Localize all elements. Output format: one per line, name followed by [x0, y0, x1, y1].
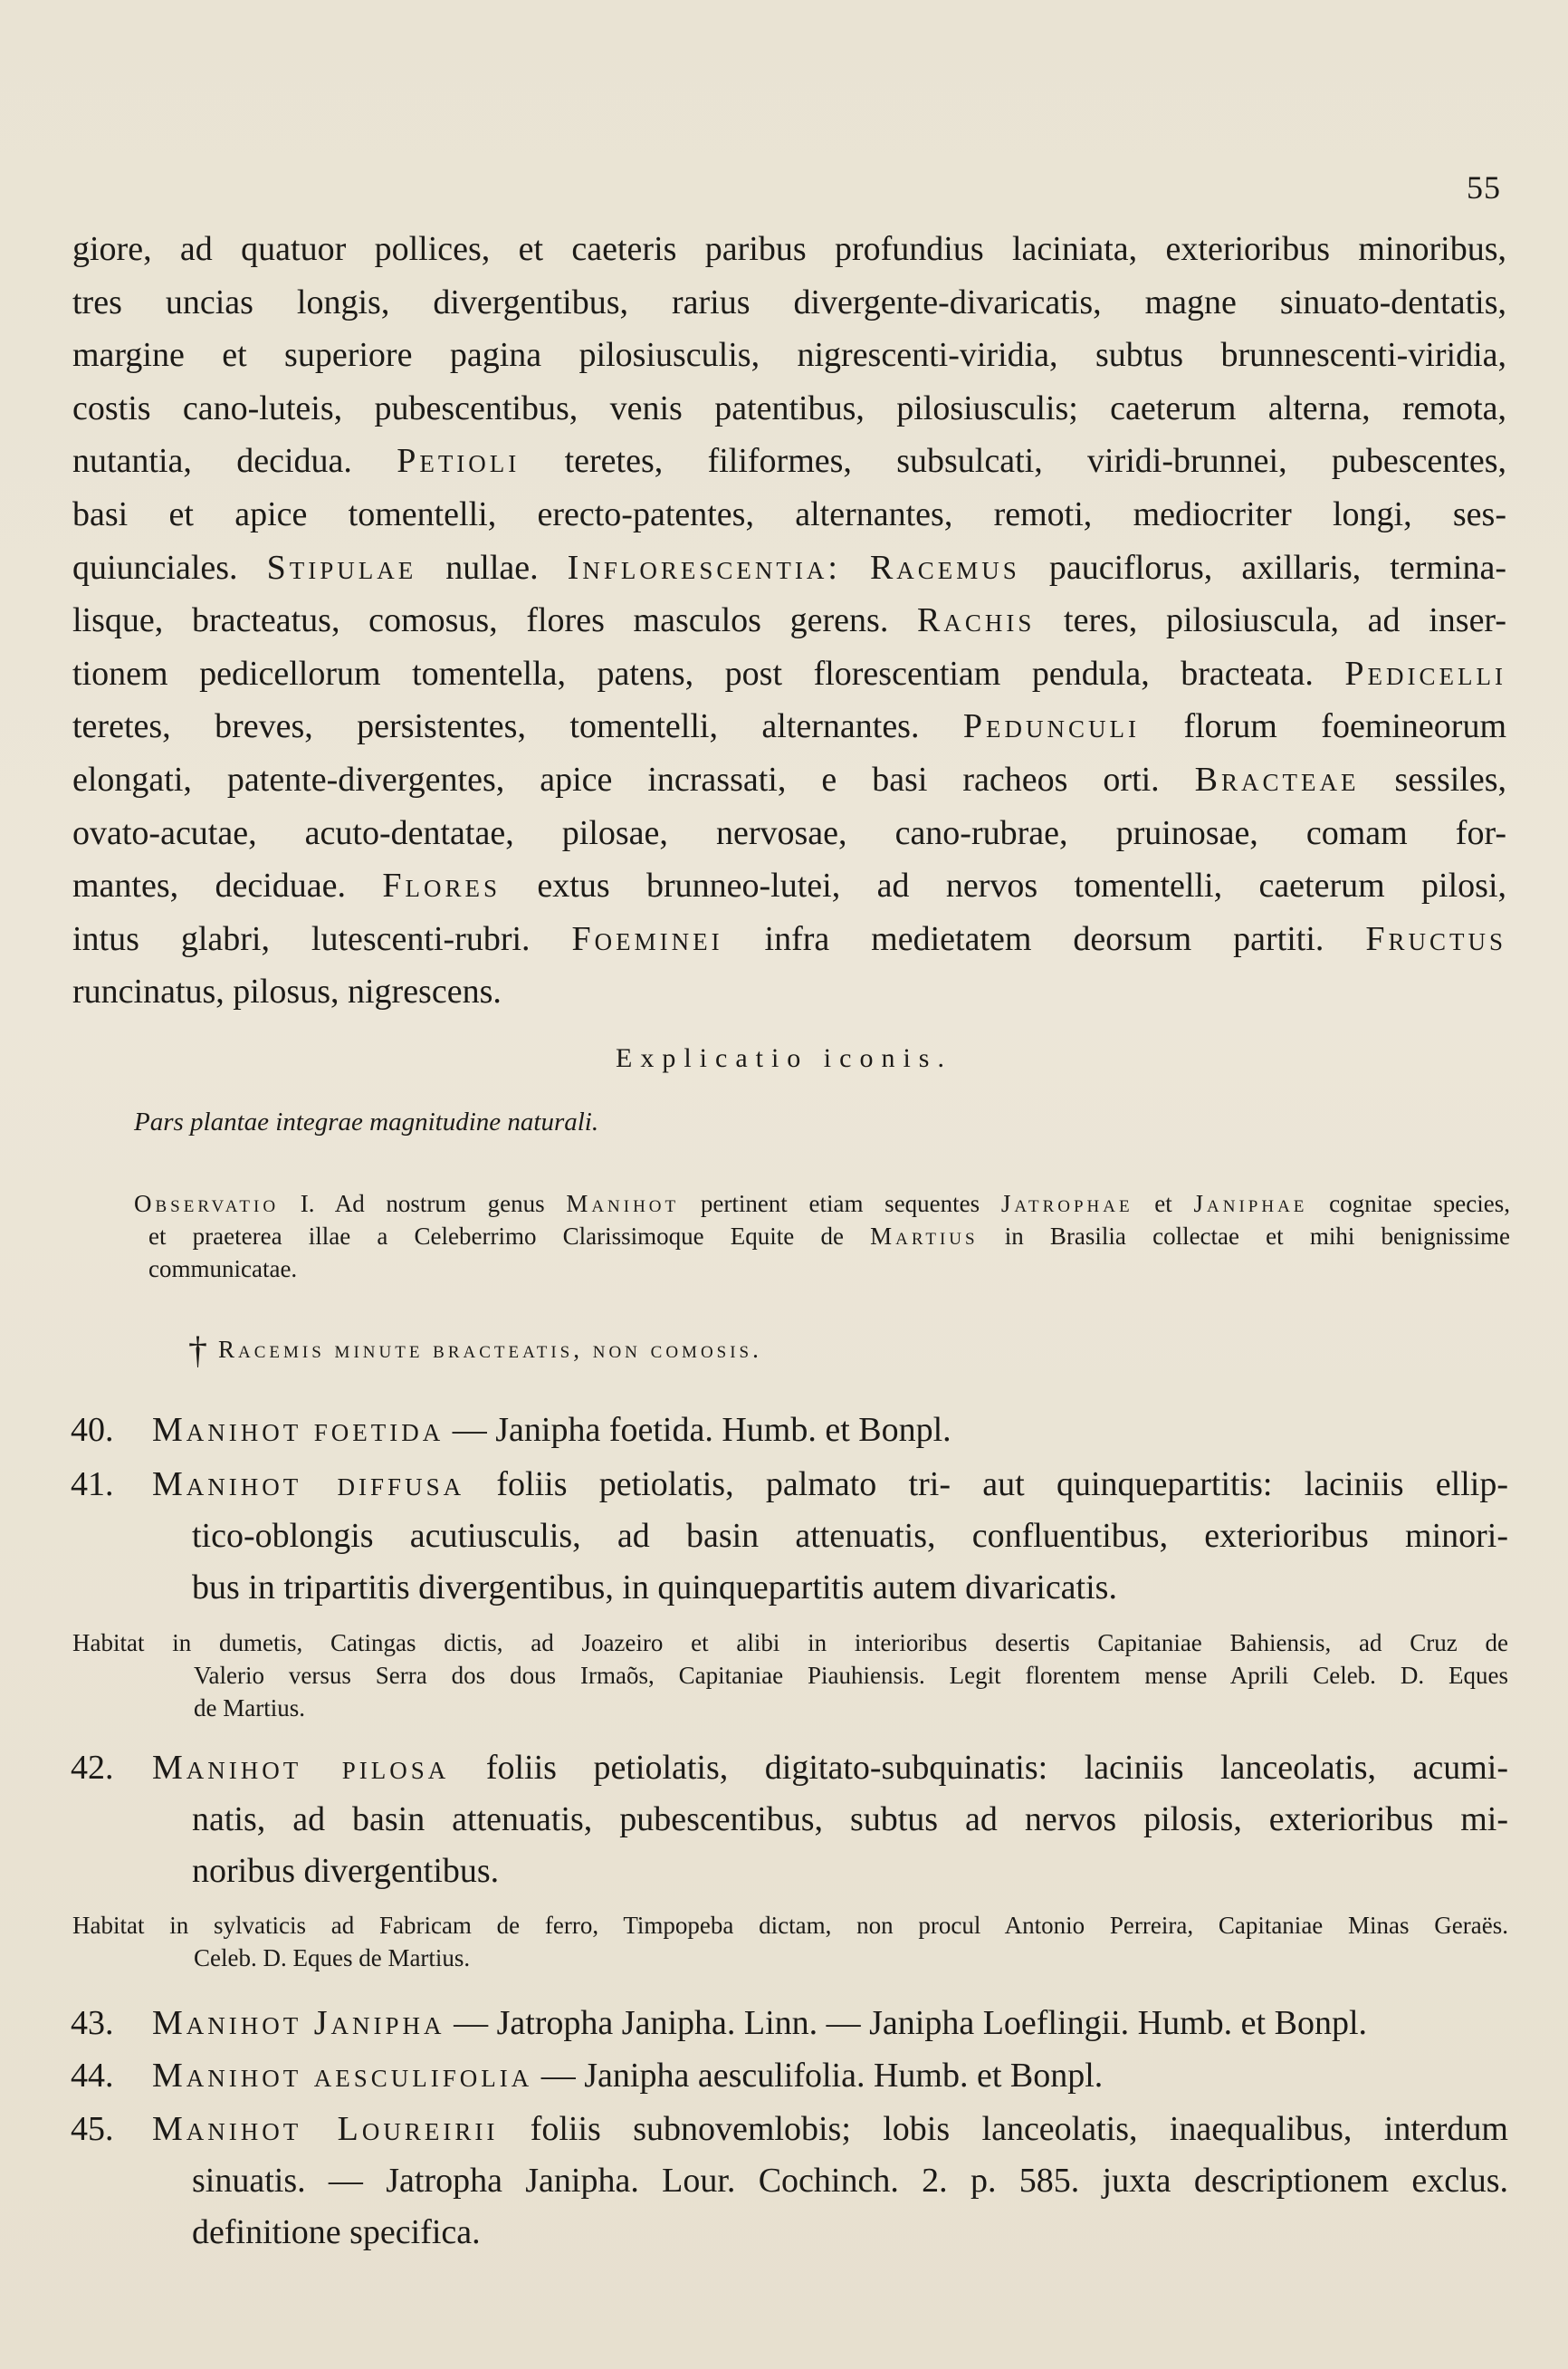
entry-line	[71, 1742, 1508, 1794]
small-caps-term: Racemus	[869, 548, 1020, 587]
text-run: foliis petiolatis, digitato-subquinatis: laciniis lanceolatis, acumi-	[449, 1749, 1509, 1787]
text-run: mantes, deciduae.	[72, 867, 383, 906]
text-run	[841, 549, 870, 587]
text-run: tico-oblongis acutiusculis, ad basin attenuatis, confluentibus, exterioribus minori-	[192, 1517, 1508, 1555]
small-caps-term: Petioli	[397, 442, 521, 481]
small-caps-term: Foeminei	[571, 919, 723, 958]
entry-line	[71, 1998, 1508, 2049]
small-caps-term: Manihot Janipha	[152, 2004, 445, 2042]
text-run: nutantia, decidua.	[72, 442, 397, 481]
entry-line	[71, 1846, 1508, 1897]
entry-number: 45.	[71, 2110, 114, 2148]
entry-number: 43.	[71, 2004, 114, 2042]
text-run: runcinatus, pilosus, nigrescens.	[72, 973, 502, 1012]
paragraph-line	[72, 329, 1506, 382]
paragraph-line	[72, 223, 1506, 276]
paragraph-line	[72, 913, 1506, 966]
small-caps-term: Manihot diffusa	[152, 1465, 465, 1503]
text-run: elongati, patente-divergentes, apice incrassati, e basi racheos orti.	[72, 760, 1195, 799]
text-run: cognitae species,	[1307, 1190, 1510, 1217]
text-run: — Janipha aesculifolia. Humb. et Bonpl.	[532, 2057, 1104, 2095]
small-caps-term: Stipulae	[266, 548, 417, 587]
text-run: costis cano-luteis, pubescentibus, venis patentibus, pilosiusculis; caeterum alterna, remota,	[72, 388, 1506, 427]
page-number: 55	[1467, 169, 1501, 206]
habitat-line: Habitat in sylvaticis ad Fabricam de ferro, Timpopeba dictam, non procul Antonio Perreira, Capitaniae Minas Geraës.	[72, 1912, 1508, 1939]
small-caps-term: Manihot Loureirii	[152, 2110, 499, 2148]
text-run: intus glabri, lutescenti-rubri.	[72, 919, 572, 958]
species-entry-44	[71, 2050, 1508, 2102]
text-run: et	[1133, 1190, 1194, 1217]
text-run: lisque, bracteatus, comosus, flores masculos gerens.	[72, 601, 917, 640]
text-run: — Janipha foetida. Humb. et Bonpl.	[444, 1411, 951, 1449]
entry-number: 44.	[71, 2057, 114, 2095]
observatio-note	[134, 1187, 1510, 1285]
habitat-line: de Martius.	[194, 1694, 305, 1722]
text-run: foliis subnovemlobis; lobis lanceolatis, inaequalibus, interdum	[498, 2110, 1508, 2148]
entry-line	[71, 1511, 1508, 1562]
explicatio-heading: Explicatio iconis.	[616, 1043, 952, 1073]
small-caps-term: Manihot foetida	[152, 1411, 445, 1449]
observatio-line	[148, 1220, 1510, 1252]
text-run: noribus divergentibus.	[192, 1852, 500, 1890]
text-run: sessiles,	[1359, 760, 1506, 799]
entry-line	[71, 1794, 1508, 1846]
section-heading	[188, 1329, 762, 1373]
text-run: sinuatis. — Jatropha Janipha. Lour. Cochinch. 2. p. 585. juxta descriptionem exclus.	[192, 2162, 1508, 2200]
species-entry-42	[71, 1742, 1508, 1897]
text-run: quiunciales.	[72, 548, 267, 587]
text-run: teretes, filiformes, subsulcati, viridi-brunnei, pubescentes,	[520, 442, 1506, 481]
paragraph-line	[72, 488, 1506, 542]
observatio-line	[148, 1252, 1510, 1285]
paragraph-line	[72, 700, 1506, 753]
species-entry-41	[71, 1459, 1508, 1614]
paragraph-line	[72, 435, 1506, 488]
paragraph-line	[72, 542, 1506, 595]
observatio-line	[134, 1187, 1510, 1220]
text-run: — Jatropha Janipha. Linn. — Janipha Loeflingii. Humb. et Bonpl.	[445, 2004, 1368, 2042]
small-caps-term: Jatrophae	[1000, 1190, 1133, 1217]
habitat-note-41	[72, 1626, 1508, 1724]
entry-line	[71, 2207, 1508, 2259]
small-caps-term: Inflorescentia:	[567, 548, 841, 587]
text-run: teretes, breves, persistentes, tomentelli, alternantes.	[72, 707, 963, 746]
small-caps-term: Fructus	[1365, 919, 1506, 958]
small-caps-term: Rachis	[917, 601, 1036, 640]
small-caps-term: Martius	[870, 1223, 979, 1250]
text-run: in Brasilia collectae et mihi benignissime	[978, 1223, 1510, 1250]
habitat-line: Valerio versus Serra dos dous Irmaõs, Capitaniae Piauhiensis. Legit florentem mense Aprili Celeb. D. Eques	[194, 1662, 1508, 1689]
paragraph-line	[72, 647, 1506, 701]
small-caps-term: Janiphae	[1193, 1190, 1308, 1217]
species-entry-43	[71, 1998, 1508, 2049]
paragraph-line	[72, 594, 1506, 647]
entry-line	[71, 1405, 1508, 1456]
text-run: I. Ad nostrum genus	[279, 1190, 567, 1217]
text-run: foliis petiolatis, palmato tri- aut quinquepartitis: laciniis ellip-	[464, 1465, 1508, 1503]
paragraph-line	[72, 807, 1506, 860]
small-caps-term: Flores	[382, 867, 502, 906]
paragraph-line	[72, 859, 1506, 913]
paragraph-line	[72, 753, 1506, 807]
habitat-line: Celeb. D. Eques de Martius.	[194, 1944, 471, 1971]
paragraph-line	[72, 276, 1506, 330]
species-entry-45	[71, 2104, 1508, 2259]
text-run: tionem pedicellorum tomentella, patens, post florescentiam pendula, bracteata.	[72, 654, 1345, 693]
text-run: florum foemineorum	[1140, 707, 1506, 746]
text-run: tres uncias longis, divergentibus, rarius divergente-divaricatis, magne sinuato-dentatis,	[72, 283, 1506, 321]
species-entry-40	[71, 1405, 1508, 1456]
paragraph-line	[72, 965, 1506, 1019]
text-run: pertinent etiam sequentes	[679, 1190, 1001, 1217]
text-run: extus brunneo-lutei, ad nervos tomentelli, caeterum pilosi,	[501, 867, 1507, 906]
entry-line	[71, 2155, 1508, 2207]
description-paragraph	[72, 223, 1506, 1019]
entry-line	[71, 2050, 1508, 2102]
habitat-line: Habitat in dumetis, Catingas dictis, ad Joazeiro et alibi in interioribus desertis Capitaniae Bahiensis, ad Cruz de	[72, 1629, 1508, 1656]
habitat-note-42	[72, 1909, 1508, 1974]
section-heading-text: Racemis minute bracteatis, non comosis.	[218, 1336, 762, 1363]
text-run: et praeterea illae a Celeberrimo Clarissimoque Equite de	[148, 1223, 871, 1250]
entry-line	[71, 1459, 1508, 1511]
text-run: giore, ad quatuor pollices, et caeteris paribus profundius laciniata, exterioribus minoribus,	[72, 230, 1506, 268]
entry-number: 42.	[71, 1749, 114, 1787]
entry-line	[71, 2104, 1508, 2155]
entry-number: 40.	[71, 1411, 114, 1449]
entry-line	[71, 1562, 1508, 1614]
small-caps-term: Pedicelli	[1344, 654, 1506, 693]
text-run: communicatae.	[148, 1255, 298, 1282]
small-caps-term: Pedunculi	[962, 707, 1141, 746]
entry-number: 41.	[71, 1465, 114, 1503]
small-caps-term: Bracteae	[1194, 760, 1360, 799]
text-run: bus in tripartitis divergentibus, in quinquepartitis autem divaricatis.	[192, 1568, 1117, 1607]
text-run: margine et superiore pagina pilosiusculis, nigrescenti-viridia, subtus brunnescenti-viridia,	[72, 336, 1506, 375]
small-caps-term: Manihot pilosa	[152, 1749, 450, 1787]
text-run: natis, ad basin attenuatis, pubescentibus, subtus ad nervos pilosis, exterioribus mi-	[192, 1800, 1508, 1838]
text-run: ovato-acutae, acuto-dentatae, pilosae, nervosae, cano-rubrae, pruinosae, comam for-	[72, 813, 1506, 852]
small-caps-term: Manihot aesculifolia	[152, 2057, 533, 2095]
paragraph-line	[72, 382, 1506, 436]
text-run: definitione specifica.	[192, 2213, 481, 2251]
figure-caption: Pars plantae integrae magnitudine naturali.	[134, 1108, 599, 1137]
text-run: infra medietatem deorsum partiti.	[722, 919, 1366, 958]
dagger-icon: †	[188, 1330, 207, 1372]
text-run: teres, pilosiuscula, ad inser-	[1035, 601, 1506, 640]
observatio-label: Observatio	[134, 1190, 280, 1217]
small-caps-term: Manihot	[566, 1190, 680, 1217]
text-run: nullae.	[416, 548, 568, 587]
text-run: basi et apice tomentelli, erecto-patentes, alternantes, remoti, mediocriter longi, ses-	[72, 494, 1506, 533]
text-run: pauciflorus, axillaris, termina-	[1019, 548, 1506, 587]
